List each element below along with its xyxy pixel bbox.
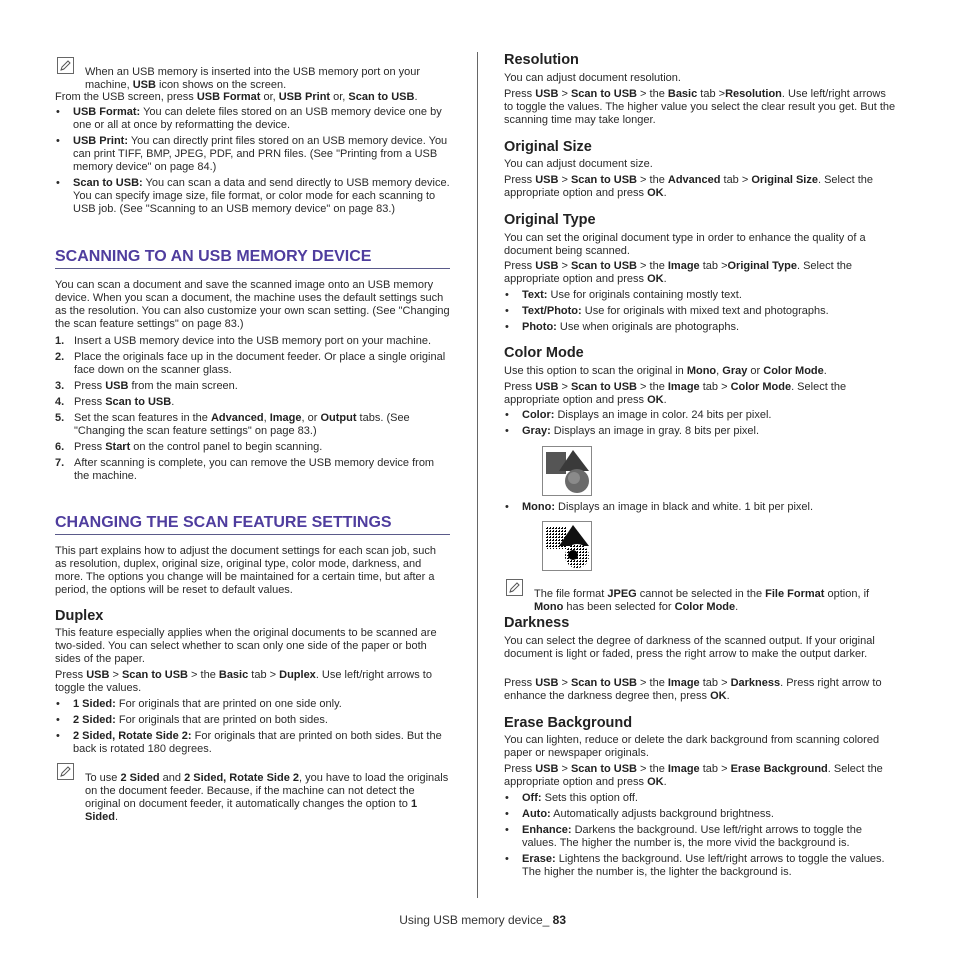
resolution-desc: You can adjust document resolution. (504, 72, 681, 84)
step-number: 3. (55, 380, 65, 392)
list-item: • Text: Use for originals containing mostly text. (504, 289, 896, 302)
original-type-instructions: Press USB > Scan to USB > the Image tab >Original Type. Select the appropriate option and press OK. (504, 260, 853, 285)
note-pencil-icon (57, 57, 74, 74)
note-text: When an USB memory is inserted into the USB memory port on your machine, USB icon shows on the screen. (85, 66, 421, 91)
list-item: • Color: Displays an image in color. 24 bits per pixel. (504, 409, 896, 422)
list-item: • USB Format: You can delete files stored on an USB memory device one by one or all at once by reformatting the device. (55, 106, 450, 132)
list-item: • 2 Sided: For originals that are printed on both sides. (55, 714, 450, 727)
duplex-instructions: Press USB > Scan to USB > the Basic tab > Duplex. Use left/right arrows to toggle the values. (55, 669, 432, 694)
list-item: • Auto: Automatically adjusts background brightness. (504, 808, 896, 821)
step-number: 2. (55, 351, 65, 363)
duplex-options-list (55, 698, 450, 759)
mono-option-list (504, 501, 896, 517)
step-number: 1. (55, 335, 65, 347)
step-number: 4. (55, 396, 65, 408)
step-item: 6. Press Start on the control panel to begin scanning. (55, 441, 323, 453)
section-title-changing: CHANGING THE SCAN FEATURE SETTINGS (55, 513, 450, 535)
mono-dither-sample-icon (542, 521, 592, 571)
original-size-instructions: Press USB > Scan to USB > the Advanced tab > Original Size. Select the appropriate option and press OK. (504, 174, 874, 199)
page-number: 83 (552, 913, 566, 927)
heading-erase-background: Erase Background (504, 715, 633, 731)
color-mode-desc: Use this option to scan the original in Mono, Gray or Color Mode. (504, 365, 827, 377)
scanning-intro-text: You can scan a document and save the scanned image onto an USB memory device. When you scan a document, the machine uses the default settings such as the resolution. You can also customize your own scan setting. (See "Changing the scan feature settings" on page 83.) (55, 279, 450, 330)
heading-original-type: Original Type (504, 212, 596, 228)
list-item: • Mono: Displays an image in black and white. 1 bit per pixel. (504, 501, 896, 514)
list-item: • Text/Photo: Use for originals with mixed text and photographs. (504, 305, 896, 318)
note-text: The file format JPEG cannot be selected in the File Format option, if Mono has been selected for Color Mode. (534, 588, 870, 613)
column-divider (477, 52, 478, 898)
section-title-scanning: SCANNING TO AN USB MEMORY DEVICE (55, 247, 450, 269)
usb-feature-list (55, 106, 450, 219)
heading-color-mode: Color Mode (504, 345, 584, 361)
original-type-options-list (504, 289, 896, 337)
step-item: 7. After scanning is complete, you can remove the USB memory device from the machine. (55, 457, 435, 482)
note-pencil-icon (506, 579, 523, 596)
step-number: 5. (55, 412, 65, 424)
darkness-desc: You can select the degree of darkness of the scanned output. If your original document is light or faded, press the right arrow to make the output darker. (504, 635, 875, 660)
darkness-instructions: Press USB > Scan to USB > the Image tab > Darkness. Press right arrow to enhance the darkness degree then, press OK. (504, 677, 882, 702)
original-type-desc: You can set the original document type in order to enhance the quality of a document being scanned. (504, 232, 866, 257)
erase-background-instructions: Press USB > Scan to USB > the Image tab > Erase Background. Select the appropriate option and press OK. (504, 763, 883, 788)
note-pencil-icon (57, 763, 74, 780)
page-footer (0, 914, 566, 927)
list-item: • 1 Sided: For originals that are printed on one side only. (55, 698, 450, 711)
heading-darkness: Darkness (504, 615, 570, 631)
step-item: 5. Set the scan features in the Advanced, Image, or Output tabs. (See "Changing the scan feature settings" on page 83.) (55, 412, 410, 437)
scanning-steps-list (55, 335, 450, 486)
duplex-desc: This feature especially applies when the original documents to be scanned are two-sided. You can select whether to scan only one side of the paper or both sides of the paper. (55, 627, 437, 665)
erase-background-options-list (504, 792, 896, 882)
erase-background-desc: You can lighten, reduce or delete the dark background from scanning colored paper or newspaper originals. (504, 734, 880, 759)
original-size-desc: You can adjust document size. (504, 158, 653, 170)
step-item: 2. Place the originals face up in the document feeder. Or place a single original face down on the scanner glass. (55, 351, 446, 376)
color-mode-options-list (504, 409, 896, 441)
step-item: 1. Insert a USB memory device into the USB memory port on your machine. (55, 335, 432, 347)
gray-shapes-sample-icon (542, 446, 592, 496)
step-number: 7. (55, 457, 65, 469)
list-item: • 2 Sided, Rotate Side 2: For originals that are printed on both sides. But the back is rotated 180 degrees. (55, 730, 450, 756)
step-number: 6. (55, 441, 65, 453)
list-item: • Off: Sets this option off. (504, 792, 896, 805)
list-item: • Erase: Lightens the background. Use left/right arrows to toggle the values. The higher the number is, the lighter the background is. (504, 853, 896, 879)
heading-duplex: Duplex (55, 608, 104, 624)
footer-text: Using USB memory device_ (399, 913, 553, 927)
changing-intro-text: This part explains how to adjust the document settings for each scan job, such as resolution, duplex, original size, original type, color mode, darkness, and more. The options you change will be maintained for a certain time, but after a period, the options will be reset to default values. (55, 545, 436, 596)
heading-resolution: Resolution (504, 52, 579, 68)
step-item: 4. Press Scan to USB. (55, 396, 175, 408)
heading-original-size: Original Size (504, 139, 592, 155)
list-item: • Photo: Use when originals are photographs. (504, 321, 896, 334)
list-item: • Gray: Displays an image in gray. 8 bits per pixel. (504, 425, 896, 438)
color-mode-instructions: Press USB > Scan to USB > the Image tab > Color Mode. Select the appropriate option and press OK. (504, 381, 847, 406)
note-text: To use 2 Sided and 2 Sided, Rotate Side 2, you have to load the originals on the document feeder. Because, if the machine can not detect the original on document feeder, it automatically changes the option to 1 Sided. (85, 772, 449, 823)
list-item: • Scan to USB: You can scan a data and send directly to USB memory device. You can specify image size, file format, or color mode for each scanning to USB job. (See "Scanning to an USB memory device" on page 83.) (55, 177, 450, 216)
step-item: 3. Press USB from the main screen. (55, 380, 238, 392)
usb-intro-text: From the USB screen, press USB Format or, USB Print or, Scan to USB. (55, 91, 418, 103)
note-duplex-feeder (55, 761, 450, 835)
resolution-instructions: Press USB > Scan to USB > the Basic tab >Resolution. Use left/right arrows to toggle the values. The higher value you select the clear result you get. But the scanning time may take longer. (504, 88, 896, 126)
list-item: • USB Print: You can directly print files stored on an USB memory device. You can print TIFF, BMP, JPEG, PDF, and PRN files. (See "Printing from a USB memory device" on page 84.) (55, 135, 450, 174)
list-item: • Enhance: Darkens the background. Use left/right arrows to toggle the values. The higher the number is, the more vivid the background is. (504, 824, 896, 850)
